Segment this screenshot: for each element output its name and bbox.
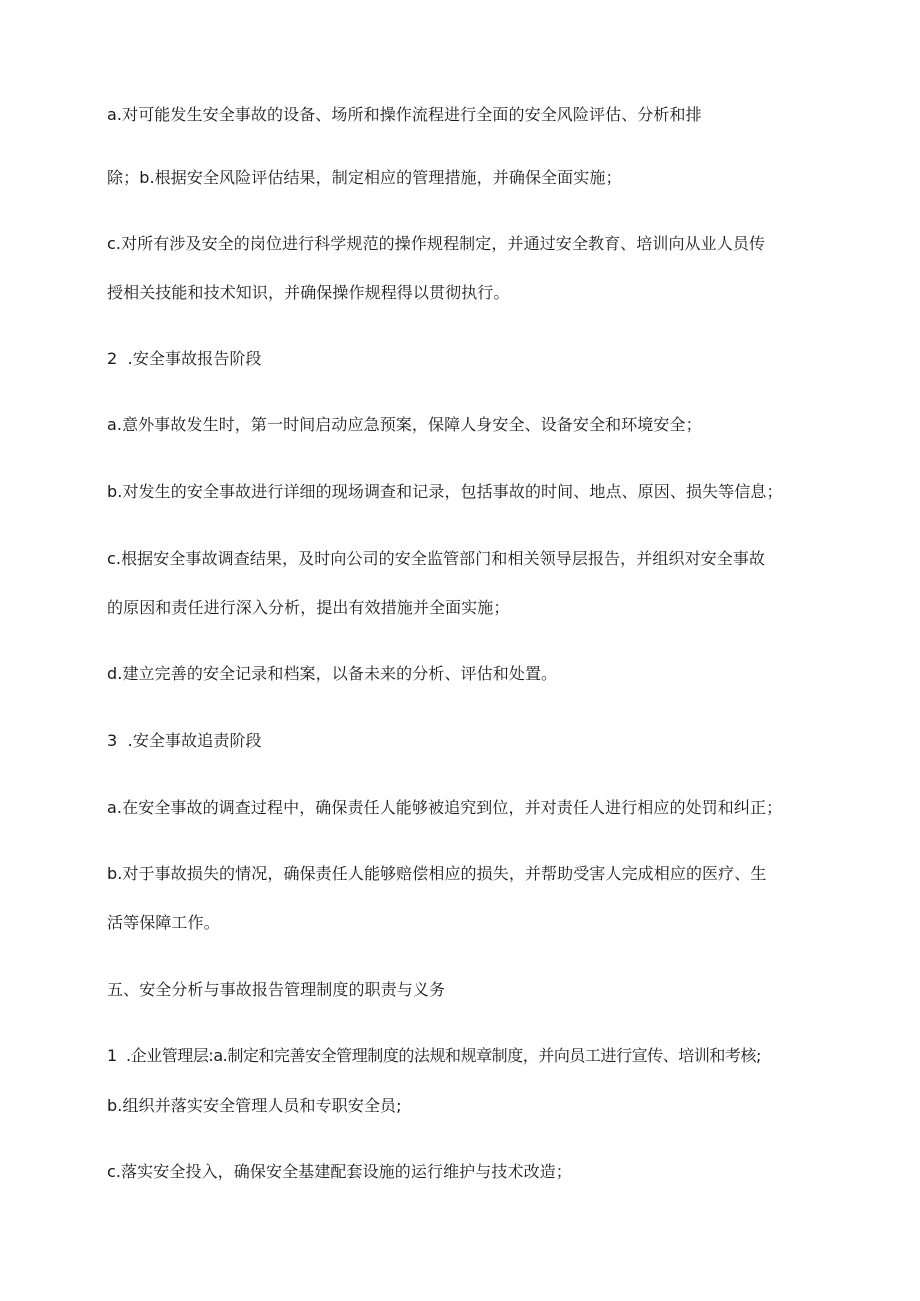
- text-line: b.组织并落实安全管理人员和专职安全员;: [107, 1096, 402, 1115]
- text-line: a.意外事故发生时，第一时间启动应急预案，保障人身安全、设备安全和环境安全；: [107, 415, 702, 434]
- text-line: c.落实安全投入，确保安全基建配套设施的运行维护与技术改造；: [107, 1162, 572, 1181]
- section-heading: 2 .安全事故报告阶段: [107, 349, 262, 368]
- text-line: 除；b.根据安全风险评估结果，制定相应的管理措施，并确保全面实施；: [107, 168, 622, 187]
- text-line: a.在安全事故的调查过程中，确保责任人能够被追究到位，并对责任人进行相应的处罚和纠正；: [107, 798, 783, 817]
- chapter-heading: 五、安全分析与事故报告管理制度的职责与义务: [107, 980, 446, 999]
- text-line: 的原因和责任进行深入分析，提出有效措施并全面实施；: [107, 598, 510, 617]
- text-line: b.对发生的安全事故进行详细的现场调查和记录，包括事故的时间、地点、原因、损失等信息；: [107, 482, 783, 501]
- text-line: c.对所有涉及安全的岗位进行科学规范的操作规程制定，并通过安全教育、培训向从业人员传: [107, 234, 766, 253]
- section-heading: 3 .安全事故追责阶段: [107, 731, 262, 750]
- text-line: c.根据安全事故调查结果，及时向公司的安全监管部门和相关领导层报告，并组织对安全事故: [107, 549, 766, 568]
- text-line: a.对可能发生安全事故的设备、场所和操作流程进行全面的安全风险评估、分析和排: [107, 105, 702, 124]
- text-line: b.对于事故损失的情况，确保责任人能够赔偿相应的损失，并帮助受害人完成相应的医疗、生: [107, 864, 767, 883]
- text-line: 授相关技能和技术知识，并确保操作规程得以贯彻执行。: [107, 283, 510, 302]
- text-line: d.建立完善的安全记录和档案，以备未来的分析、评估和处置。: [107, 664, 558, 683]
- text-line: 1 .企业管理层:a.制定和完善安全管理制度的法规和规章制度，并向员工进行宣传、培训和考核;: [107, 1046, 761, 1065]
- text-line: 活等保障工作。: [107, 913, 220, 932]
